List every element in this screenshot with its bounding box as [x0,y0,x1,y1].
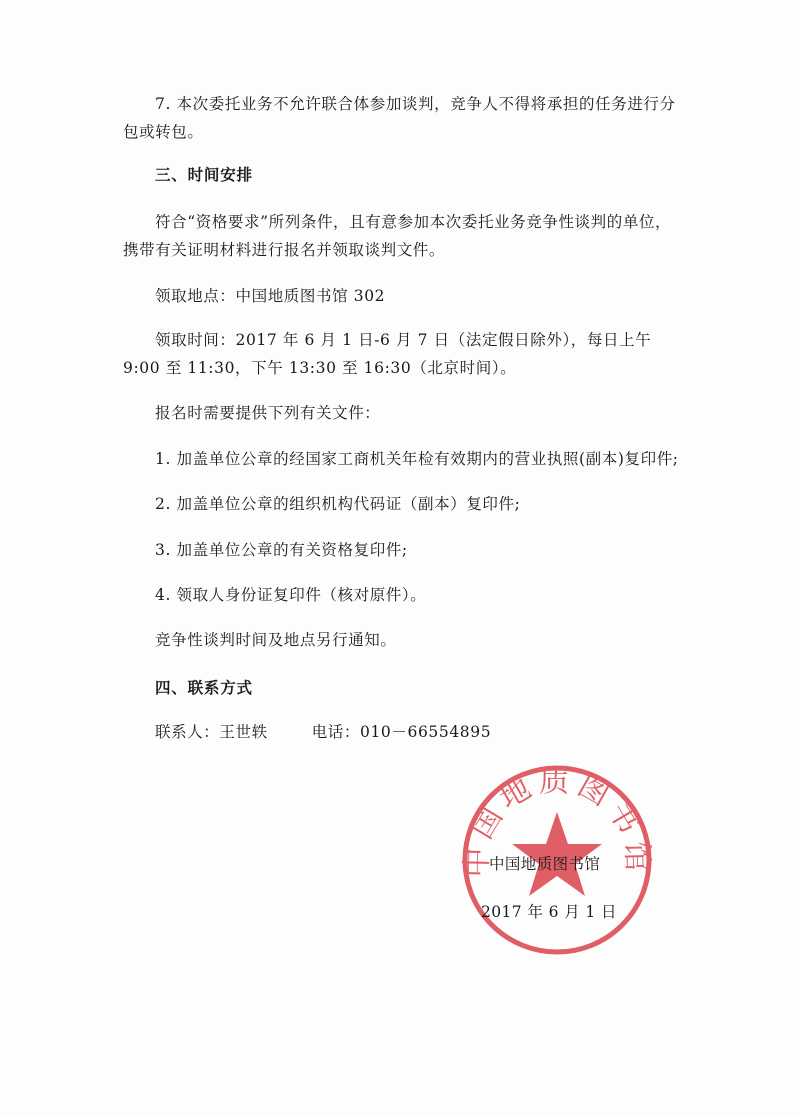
seal-text: 中国地质图书馆 [459,764,655,878]
required-doc-item: 1. 加盖单位公章的经国家工商机关年检有效期内的营业执照(副本)复印件; [155,450,679,468]
section-3-heading: 三、时间安排 [155,166,253,184]
section-4-heading: 四、联系方式 [155,679,253,697]
contact-person: 联系人：王世轶 [155,723,268,741]
contact-line [155,718,491,746]
pickup-location: 领取地点：中国地质图书馆 302 [155,287,386,305]
signature-date: 2017 年 6 月 1 日 [481,903,617,921]
required-doc-item: 2. 加盖单位公章的组织机构代码证（副本）复印件; [155,495,521,513]
section-3-intro: 符合“资格要求”所列条件，且有意参加本次委托业务竞争性谈判的单位，携带有关证明材料进行报名并领取谈判文件。 [123,213,672,259]
required-doc-item: 4. 领取人身份证复印件（核对原件）。 [155,586,427,604]
contact-phone: 电话：010－66554895 [311,723,492,741]
signature-org: 中国地质图书馆 [489,855,601,873]
negotiation-notice: 竞争性谈判时间及地点另行通知。 [155,631,397,649]
pickup-time: 领取时间：2017 年 6 月 1 日-6 月 7 日（法定假日除外），每日上午 9:00 至 11:30，下午 13:30 至 16:30（北京时间）。 [123,331,652,377]
required-docs-intro: 报名时需要提供下列有关文件： [155,404,381,422]
required-doc-item: 3. 加盖单位公章的有关资格复印件; [155,541,408,559]
item-7-paragraph: 7. 本次委托业务不允许联合体参加谈判，竞争人不得将承担的任务进行分包或转包。 [123,95,676,141]
